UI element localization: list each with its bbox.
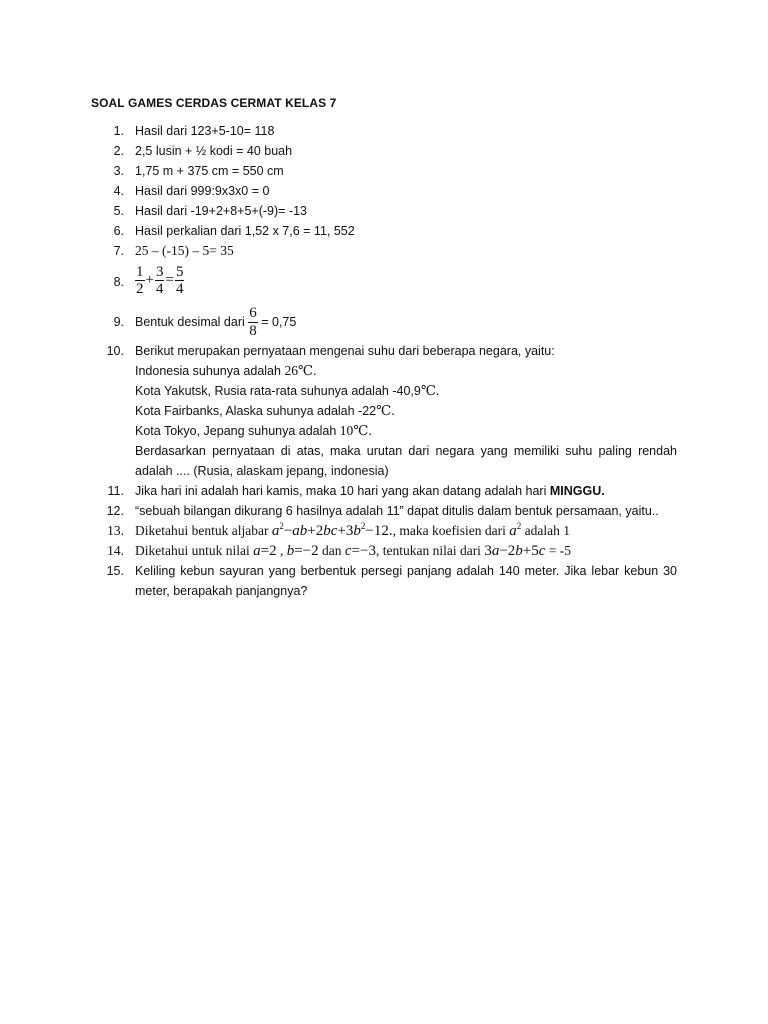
question-text: “sebuah bilangan dikurang 6 hasilnya adalah 11” dapat ditulis dalam bentuk persamaan, yaitu..	[135, 504, 659, 518]
denominator: 4	[155, 281, 164, 297]
temperature-label: Indonesia suhunya adalah	[135, 364, 285, 378]
var-c: c	[538, 543, 546, 559]
question-text: Hasil dari 123+5-10= 118	[135, 124, 275, 138]
document-title: SOAL GAMES CERDAS CERMAT KELAS 7	[91, 96, 337, 110]
question-number: 11.	[107, 484, 124, 498]
var-b: b	[353, 523, 361, 539]
minus-sign: −	[283, 523, 293, 539]
denominator: 2	[136, 281, 144, 297]
question-text-end: adalah 1	[521, 523, 570, 538]
denominator: 8	[249, 323, 257, 340]
question-text-start: Jika hari ini adalah hari kamis, maka 10 hari yang akan datang adalah hari	[135, 484, 550, 498]
question-number: 10.	[106, 344, 124, 358]
temperature-text	[135, 421, 372, 441]
coefficient: 2	[507, 543, 516, 559]
coefficient: 3	[345, 523, 354, 539]
question-number: 13.	[107, 523, 124, 538]
var-a: a	[271, 523, 280, 539]
question-text: 2,5 lusin + ½ kodi = 40 buah	[135, 144, 293, 158]
question-10-conclusion: Berdasarkan pernyataan di atas, maka urutan dari negara yang memiliki suhu paling rendah adalah .... (Rusia, alaskam jepang, indonesia)	[135, 444, 677, 478]
answer: = -5	[545, 543, 572, 558]
question-text	[135, 481, 605, 501]
temperature-label: Kota Tokyo, Jepang suhunya adalah	[135, 424, 340, 438]
value-c: 3	[368, 543, 376, 559]
question-15-text: Keliling kebun sayuran yang berbentuk persegi panjang adalah 140 meter. Jika lebar kebun 30 meter, berapakah panjangnya?	[135, 564, 677, 598]
var-a: a	[509, 523, 517, 539]
algebraic-expression	[272, 523, 393, 538]
fraction-one-half	[135, 264, 145, 297]
denominator: 4	[175, 281, 184, 297]
question-text: 25 – (-15) – 5= 35	[135, 243, 234, 258]
var-a: a	[253, 543, 261, 559]
question-text: Diketahui untuk nilai a=2 , b=−2 dan c=−3, tentukan nilai dari 3a−2b+5c = -5	[135, 543, 572, 559]
question-text-start: Diketahui untuk nilai	[135, 543, 254, 558]
plus-sign: +	[145, 272, 154, 288]
question-text: Hasil perkalian dari 1,52 x 7,6 = 11, 552	[135, 224, 355, 238]
question-number: 7.	[113, 244, 124, 258]
question-text	[135, 521, 570, 541]
question-text: Hasil dari 999:9x3x0 = 0	[135, 184, 270, 198]
question-text	[135, 303, 296, 341]
question-text-start: Bentuk desimal dari	[135, 315, 249, 329]
temperature-unit: ℃.	[376, 403, 395, 418]
exponent: 2	[279, 521, 284, 531]
temperature-label: Kota Yakutsk, Rusia rata-rata suhunya adalah -40,9	[135, 384, 421, 398]
question-number: 9.	[113, 315, 124, 329]
temperature-text	[135, 401, 395, 421]
question-9	[0, 303, 768, 341]
question-number: 4.	[113, 184, 124, 198]
var-b: b	[323, 523, 331, 539]
fraction-equation	[135, 264, 184, 297]
question-number: 6.	[113, 224, 124, 238]
answer-bold: MINGGU.	[549, 484, 605, 498]
coefficient: 5	[531, 543, 539, 559]
numerator: 5	[175, 264, 184, 280]
question-number: 2.	[113, 144, 124, 158]
temperature-value: 10℃.	[339, 423, 372, 438]
question-text-middle: , maka koefisien dari	[392, 523, 510, 538]
plus-sign: +	[337, 523, 346, 539]
question-number: 12.	[106, 504, 124, 518]
var-b: b	[299, 523, 308, 539]
var-a: a	[491, 543, 500, 559]
numerator: 3	[155, 264, 164, 280]
question-number: 8.	[113, 275, 124, 289]
numerator: 6	[249, 305, 257, 322]
coefficient: 3	[484, 543, 492, 559]
exponent: 2	[516, 521, 522, 531]
question-number: 3.	[113, 164, 124, 178]
question-number: 15.	[106, 564, 124, 578]
temperature-text	[135, 381, 439, 401]
temperature-label: Kota Fairbanks, Alaska suhunya adalah -22	[135, 404, 377, 418]
question-number: 5.	[113, 204, 124, 218]
plus-sign: +	[307, 523, 316, 539]
question-number: 1.	[113, 124, 124, 138]
fraction-five-quarters	[175, 264, 185, 297]
value-a: 2	[269, 543, 277, 559]
equals-sign: =	[165, 272, 174, 288]
constant: 12	[373, 523, 389, 539]
numerator: 1	[136, 264, 144, 280]
temperature-value: 26℃.	[284, 363, 317, 378]
comma: ,	[276, 543, 287, 558]
var-b: b	[286, 543, 295, 559]
exponent: 2	[360, 521, 366, 531]
question-text: Hasil dari -19+2+8+5+(-9)= -13	[135, 204, 307, 218]
question-8	[0, 264, 768, 300]
question-text-middle: , tentukan nilai dari	[375, 543, 485, 558]
question-text-end: = 0,75	[257, 315, 297, 329]
minus-sign: −	[365, 523, 374, 539]
var-b: b	[515, 543, 523, 559]
question-intro: Berikut merupakan pernyataan mengenai suhu dari beberapa negara, yaitu:	[135, 344, 555, 358]
question-text-start: Diketahui bentuk aljabar	[135, 523, 272, 538]
var-c: c	[344, 543, 352, 559]
value-b: 2	[311, 543, 319, 559]
fraction-six-eighths	[248, 305, 258, 340]
var-a: a	[292, 523, 300, 539]
question-number: 14.	[107, 543, 124, 558]
period: .	[388, 523, 393, 539]
conjunction: dan	[318, 543, 345, 558]
question-text: 1,75 m + 375 cm = 550 cm	[135, 164, 284, 178]
temperature-text	[135, 361, 316, 381]
var-c: c	[330, 523, 338, 539]
coefficient: 2	[315, 523, 324, 539]
temperature-unit: ℃.	[420, 383, 440, 398]
